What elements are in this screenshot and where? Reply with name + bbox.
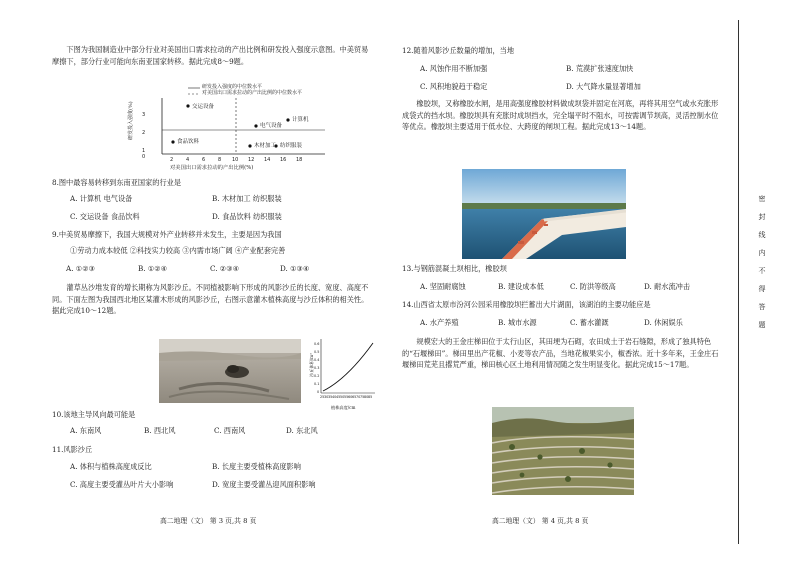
seal-char-7: 题 — [758, 321, 766, 329]
question-13: 13.与钢筋混凝土坝相比，橡胶坝 — [402, 264, 507, 273]
label-electrical: 电气设备 — [260, 123, 283, 129]
q11-option-d[interactable]: D. 宽度主要受灌丛迎风面积影响 — [212, 480, 316, 489]
intro-text-2: 灌草丛沙堆发育的增长期称为风影沙丘。不同植被影响下形成的风影沙丘的长度、宽度、高度不同。下面左图为我国西北地区某灌木形成的风影沙丘，右图示意灌木植株高度与沙丘体积的相关性。据此完成10～12题。 — [52, 283, 369, 315]
intro-text-4: 规模宏大的王金庄梯田位于太行山区，其田埂为石砌，农田成土于岩石缝隙，形成了独具特色的“石堰梯田”。梯田里出产花椒、小麦等农产品，当地花椒果实小，椒香浓。近十多年来，王金庄石堰梯田荒芜且撂荒严重，梯田核心区土地利用情况随之发生明显变化。据此完成15～17题。 — [402, 337, 719, 369]
seal-char-2: 线 — [758, 231, 766, 239]
q10-option-b[interactable]: B. 西北风 — [144, 426, 176, 435]
ytick-1: 0.5 — [314, 350, 320, 354]
xtick-11: 80 — [364, 395, 369, 399]
svg-text:4: 4 — [186, 157, 190, 163]
q9-option-a[interactable]: A. ①②③ — [66, 264, 96, 273]
ytick-4: 0.2 — [314, 374, 320, 378]
xtick-2: 35 — [328, 395, 333, 399]
question-14: 14.山西省太原市汾河公园采用橡胶坝拦蓄出大片湖面，该湖泊的主要功能应是 — [402, 300, 651, 309]
terrace-photo — [492, 407, 634, 495]
question-11: 11.风影沙丘 — [52, 445, 93, 454]
label-computer: 计算机 — [292, 117, 309, 123]
q10-option-d[interactable]: D. 东北风 — [286, 426, 318, 435]
q13-option-c[interactable]: C. 防洪等级高 — [570, 282, 616, 291]
q14-option-c[interactable]: C. 蓄水灌溉 — [570, 318, 609, 327]
xtick-9: 70 — [356, 395, 361, 399]
seal-char-5: 得 — [758, 285, 766, 293]
q8-option-b[interactable]: B. 木材加工 纺织服装 — [212, 194, 282, 203]
xtick-0: 25 — [320, 395, 325, 399]
q9-option-d[interactable]: D. ①③④ — [280, 264, 310, 273]
q14-option-a[interactable]: A. 水产养殖 — [420, 318, 459, 327]
terrace-photo-svg — [492, 407, 634, 495]
ytick-2: 0.4 — [314, 358, 320, 362]
label-food: 食品饮料 — [177, 139, 200, 145]
xtick-3: 40 — [332, 395, 337, 399]
label-wood: 木材加工 — [254, 143, 277, 149]
q14-option-b[interactable]: B. 城市水源 — [498, 318, 537, 327]
xtick-8: 65 — [352, 395, 357, 399]
rubber-dam-photo-svg — [462, 169, 626, 259]
svg-text:2: 2 — [142, 130, 146, 136]
chart-xlabel: 对美国出口需求拉动的产出比例(%) — [170, 165, 254, 171]
seal-line — [738, 20, 739, 544]
q14-option-d[interactable]: D. 休闲娱乐 — [644, 318, 683, 327]
seal-line-text — [756, 190, 768, 334]
svg-text:0: 0 — [142, 154, 146, 160]
ytick-6: 0 — [317, 390, 320, 394]
q11-option-b[interactable]: B. 长度主要受植株高度影响 — [212, 462, 301, 471]
ytick-5: 0.1 — [314, 382, 320, 386]
xtick-5: 50 — [340, 395, 345, 399]
svg-text:1: 1 — [142, 148, 146, 154]
q13-option-b[interactable]: B. 建设成本低 — [498, 282, 544, 291]
plot-xlabel: 植株高度/cm — [331, 405, 356, 410]
page-footer-right: 高二地理（文） 第 4 页,共 8 页 — [492, 517, 589, 525]
svg-text:14: 14 — [264, 157, 271, 163]
svg-text:18: 18 — [296, 157, 303, 163]
q11-option-c[interactable]: C. 高度主要受灌丛叶片大小影响 — [70, 480, 174, 489]
q8-option-d[interactable]: D. 食品饮料 纺织服装 — [212, 212, 282, 221]
svg-text:12: 12 — [248, 157, 255, 163]
industry-chart — [128, 84, 330, 176]
q9-items: ①劳动力成本较低 ②科技实力较高 ③内需市场广阔 ④产业配套完善 — [70, 246, 286, 255]
dune-photo — [159, 339, 301, 403]
q10-option-c[interactable]: C. 西南风 — [214, 426, 246, 435]
q12-option-c[interactable]: C. 风积地貌趋于稳定 — [420, 82, 488, 91]
ytick-3: 0.3 — [314, 366, 320, 370]
xtick-7: 60 — [348, 395, 353, 399]
svg-text:8: 8 — [218, 157, 222, 163]
svg-text:3: 3 — [142, 112, 146, 118]
svg-text:10: 10 — [232, 157, 239, 163]
xtick-6: 55 — [344, 395, 349, 399]
svg-text:2: 2 — [170, 157, 174, 163]
q8-option-c[interactable]: C. 交运设备 食品饮料 — [70, 212, 140, 221]
svg-text:16: 16 — [280, 157, 287, 163]
intro-text-1: 下图为我国制造业中部分行业对美国出口需求拉动的产出比例和研发投入强度示意图。中美贸易摩擦下，部分行业可能向东南亚国家转移。据此完成8～9题。 — [52, 45, 369, 66]
seal-char-6: 答 — [758, 303, 766, 311]
q8-option-a[interactable]: A. 计算机 电气设备 — [70, 194, 133, 203]
q13-option-a[interactable]: A. 坚固耐腐蚀 — [420, 282, 466, 291]
seal-char-1: 封 — [758, 213, 766, 221]
seal-char-3: 内 — [758, 249, 766, 257]
chart-ylabel: 研发投入强度(%) — [128, 101, 134, 140]
q13-option-d[interactable]: D. 耐水流冲击 — [644, 282, 691, 291]
q12-option-a[interactable]: A. 风蚀作用不断加强 — [420, 64, 488, 73]
question-8: 8.图中最容易转移到东南亚国家的行业是 — [52, 178, 182, 187]
q12-option-b[interactable]: B. 荒漠扩张速度加快 — [566, 64, 634, 73]
svg-text:6: 6 — [202, 157, 206, 163]
label-transport: 交运设备 — [192, 104, 215, 110]
xtick-10: 75 — [360, 395, 365, 399]
question-10: 10.该地主导风向最可能是 — [52, 410, 136, 419]
rubber-dam-photo — [462, 169, 626, 259]
page-footer-left: 高二地理（文） 第 3 页,共 8 页 — [160, 517, 257, 525]
q9-option-b[interactable]: B. ①②④ — [138, 264, 168, 273]
q11-option-a[interactable]: A. 体积与植株高度成反比 — [70, 462, 152, 471]
q10-option-a[interactable]: A. 东南风 — [70, 426, 102, 435]
seal-char-4: 不 — [758, 267, 766, 275]
q12-option-d[interactable]: D. 大气降水量显著增加 — [566, 82, 641, 91]
seal-char-0: 密 — [758, 195, 766, 203]
ytick-0: 0.6 — [314, 342, 320, 346]
legend-dashed: 对美国出口需求拉动的产出比例的中位数水平 — [202, 90, 303, 96]
xtick-4: 45 — [336, 395, 341, 399]
xtick-12: 85 — [368, 395, 373, 399]
question-12: 12.随着风影沙丘数量的增加，当地 — [402, 46, 515, 55]
dune-photo-svg — [159, 339, 301, 403]
plot-ylabel: 沙丘体积/m³ — [309, 353, 314, 377]
intro-text-3: 橡胶坝，又称橡胶水闸，是用高强度橡胶材料做成坝袋并固定在河底，再将其用空气或水充胀形成袋式的挡水坝。橡胶坝具有充胀时成坝挡水，完全塌平时不阻水，可按需调节坝高，灵活控制水位等优点。橡胶坝主要适用于低水位、大跨度的闸坝工程。据此完成13～14题。 — [402, 99, 719, 131]
legend-solid: 研发投入强度的中位数水平 — [202, 84, 263, 90]
dune-volume-plot — [305, 335, 377, 413]
label-textile: 纺织服装 — [280, 143, 303, 149]
xtick-1: 30 — [324, 395, 329, 399]
question-9: 9.中美贸易摩擦下，我国大规模对外产业转移并未发生，主要是因为我国 — [52, 230, 282, 239]
q9-option-c[interactable]: C. ②③④ — [210, 264, 240, 273]
